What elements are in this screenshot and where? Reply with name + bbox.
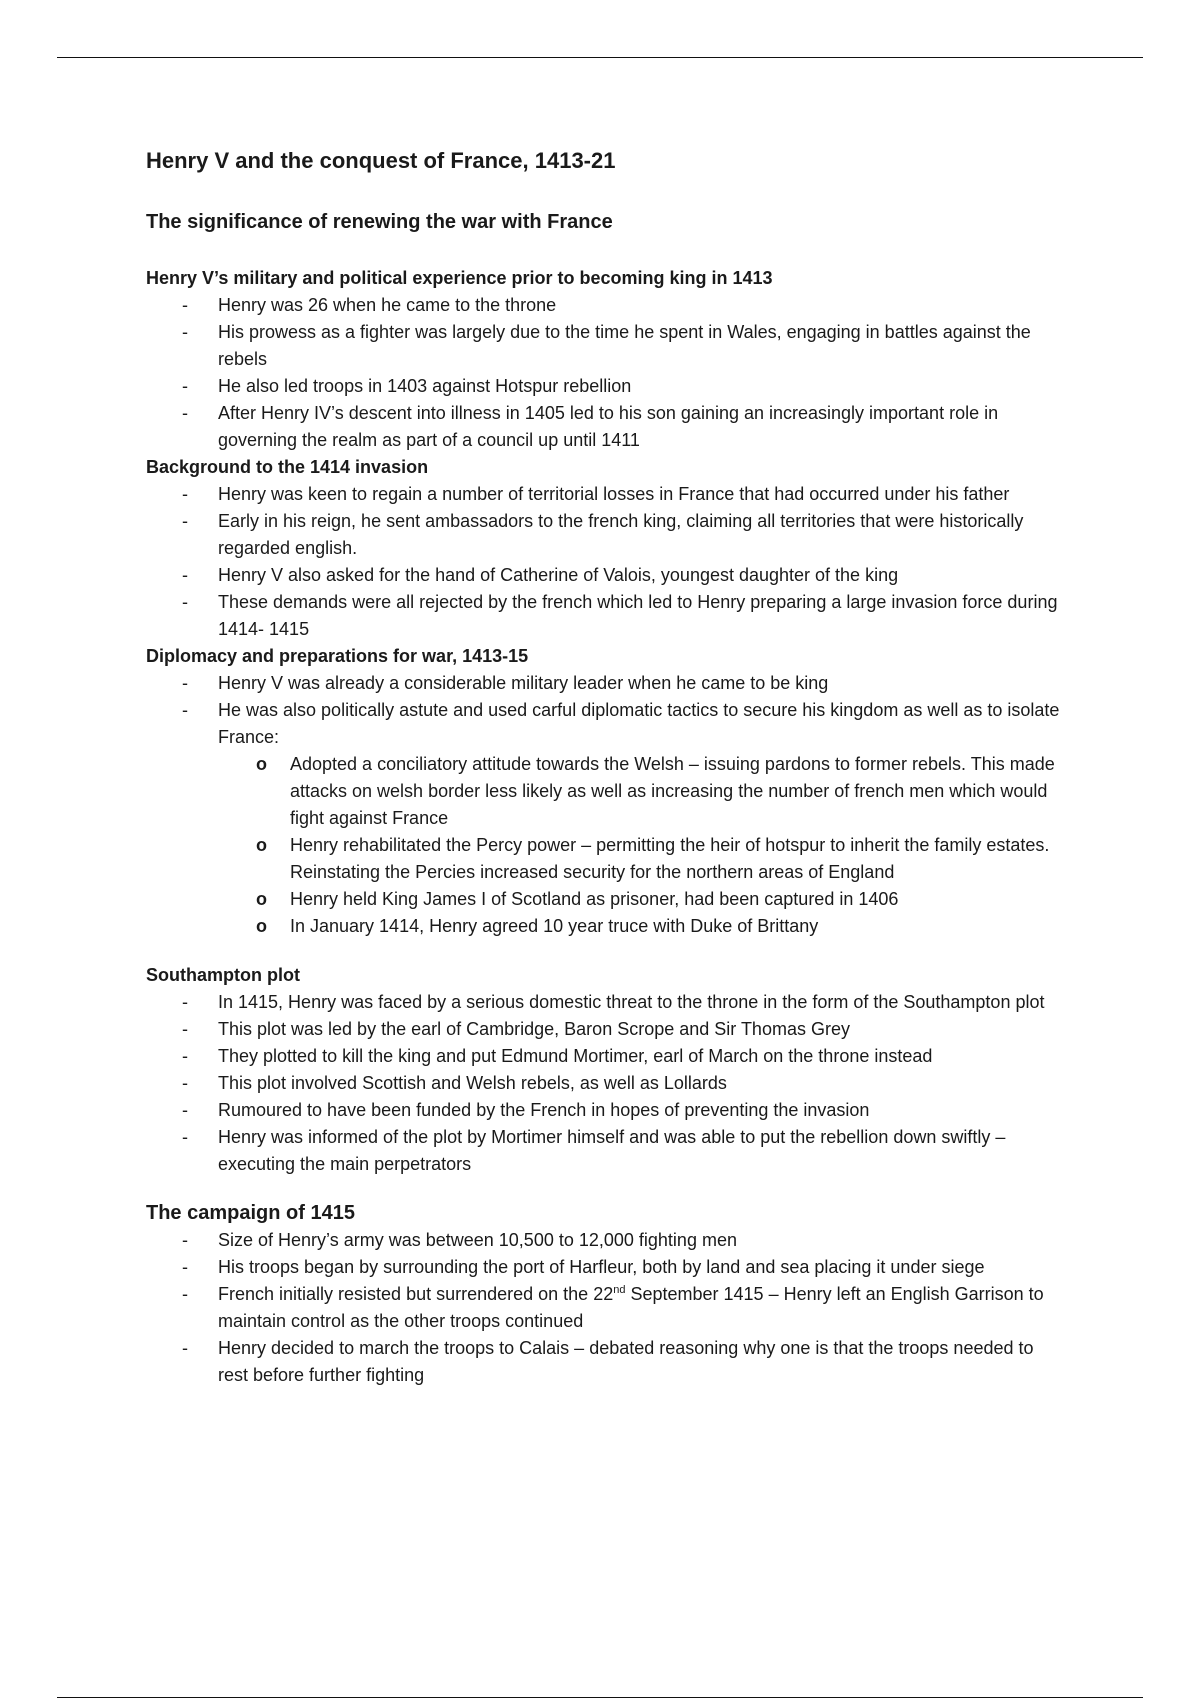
- dash-bullet: -: [182, 592, 188, 612]
- list-item: - French initially resisted but surrendered on the 22nd September 1415 – Henry left an English Garrison to maintain control as the other troops continued: [146, 1281, 1066, 1335]
- bullet-list: [146, 292, 1066, 454]
- section-background-invasion: [146, 454, 1066, 643]
- circle-bullet: o: [256, 889, 267, 909]
- dash-bullet: -: [182, 484, 188, 504]
- list-item: - He also led troops in 1403 against Hotspur rebellion: [146, 373, 1066, 400]
- list-item: - Henry V was already a considerable military leader when he came to be king: [146, 670, 1066, 697]
- list-item: - Henry was keen to regain a number of territorial losses in France that had occurred under his father: [146, 481, 1066, 508]
- dash-bullet: -: [182, 295, 188, 315]
- list-item: - He was also politically astute and used carful diplomatic tactics to secure his kingdom as well as to isolate France:: [146, 697, 1066, 751]
- document-subtitle: The significance of renewing the war with France: [146, 211, 613, 233]
- dash-bullet: -: [182, 322, 188, 342]
- dash-bullet: -: [182, 992, 188, 1012]
- dash-bullet: -: [182, 565, 188, 585]
- dash-bullet: -: [182, 1046, 188, 1066]
- header-rule: [57, 57, 1143, 58]
- section-heading: The campaign of 1415: [146, 1202, 355, 1224]
- section-heading: Henry V’s military and political experience prior to becoming king in 1413: [146, 268, 773, 288]
- dash-bullet: -: [182, 1127, 188, 1147]
- list-item: - These demands were all rejected by the french which led to Henry preparing a large invasion force during 1414- 1415: [146, 589, 1066, 643]
- dash-bullet: -: [182, 1100, 188, 1120]
- list-item: - This plot involved Scottish and Welsh rebels, as well as Lollards: [146, 1070, 1066, 1097]
- dash-bullet: -: [182, 700, 188, 720]
- list-item: - His troops began by surrounding the port of Harfleur, both by land and sea placing it under siege: [146, 1254, 1066, 1281]
- section-campaign-1415: [146, 1200, 1066, 1389]
- sub-list-item: o In January 1414, Henry agreed 10 year truce with Duke of Brittany: [146, 913, 1066, 940]
- section-diplomacy: [146, 643, 1066, 940]
- dash-bullet: -: [182, 673, 188, 693]
- section-heading: Diplomacy and preparations for war, 1413-15: [146, 646, 529, 666]
- bullet-list: [146, 670, 1066, 751]
- dash-bullet: -: [182, 403, 188, 423]
- circle-bullet: o: [256, 835, 267, 855]
- list-item: - Henry was 26 when he came to the throne: [146, 292, 1066, 319]
- sub-list-item: o Henry held King James I of Scotland as prisoner, had been captured in 1406: [146, 886, 1066, 913]
- bullet-list: [146, 481, 1066, 643]
- circle-bullet: o: [256, 754, 267, 774]
- section-southampton-plot: [146, 962, 1066, 1178]
- dash-bullet: -: [182, 1284, 188, 1304]
- dash-bullet: -: [182, 1230, 188, 1250]
- dash-bullet: -: [182, 376, 188, 396]
- list-item: - Rumoured to have been funded by the French in hopes of preventing the invasion: [146, 1097, 1066, 1124]
- list-item: - This plot was led by the earl of Cambridge, Baron Scrope and Sir Thomas Grey: [146, 1016, 1066, 1043]
- section-heading: Background to the 1414 invasion: [146, 457, 429, 477]
- section-heading: Southampton plot: [146, 965, 300, 985]
- dash-bullet: -: [182, 1338, 188, 1358]
- list-item: - Henry was informed of the plot by Mortimer himself and was able to put the rebellion down swiftly – executing the main perpetrators: [146, 1124, 1066, 1178]
- document-title: Henry V and the conquest of France, 1413-21: [146, 148, 616, 173]
- list-item: - Henry decided to march the troops to Calais – debated reasoning why one is that the troops needed to rest before further fighting: [146, 1335, 1066, 1389]
- sub-list-item: o Adopted a conciliatory attitude towards the Welsh – issuing pardons to former rebels. This made attacks on welsh border less likely as well as increasing the number of french men which would fight against France: [146, 751, 1066, 832]
- list-item: - They plotted to kill the king and put Edmund Mortimer, earl of March on the throne instead: [146, 1043, 1066, 1070]
- sub-bullet-list: [146, 751, 1066, 940]
- dash-bullet: -: [182, 1019, 188, 1039]
- list-item: - In 1415, Henry was faced by a serious domestic threat to the throne in the form of the Southampton plot: [146, 989, 1066, 1016]
- list-item: - Henry V also asked for the hand of Catherine of Valois, youngest daughter of the king: [146, 562, 1066, 589]
- list-item: - After Henry IV’s descent into illness in 1405 led to his son gaining an increasingly important role in governing the realm as part of a council up until 1411: [146, 400, 1066, 454]
- section-military-experience: [146, 265, 1066, 454]
- list-item: - His prowess as a fighter was largely due to the time he spent in Wales, engaging in battles against the rebels: [146, 319, 1066, 373]
- dash-bullet: -: [182, 511, 188, 531]
- ordinal-suffix: nd: [613, 1284, 626, 1296]
- sub-list-item: o Henry rehabilitated the Percy power – permitting the heir of hotspur to inherit the family estates. Reinstating the Percies increased security for the northern areas of England: [146, 832, 1066, 886]
- dash-bullet: -: [182, 1073, 188, 1093]
- list-item: - Size of Henry’s army was between 10,500 to 12,000 fighting men: [146, 1227, 1066, 1254]
- footer-rule: [57, 1697, 1143, 1698]
- list-item: - Early in his reign, he sent ambassadors to the french king, claiming all territories that were historically regarded english.: [146, 508, 1066, 562]
- bullet-list: [146, 989, 1066, 1178]
- circle-bullet: o: [256, 916, 267, 936]
- bullet-list: [146, 1227, 1066, 1389]
- document-body: [146, 145, 1066, 1389]
- dash-bullet: -: [182, 1257, 188, 1277]
